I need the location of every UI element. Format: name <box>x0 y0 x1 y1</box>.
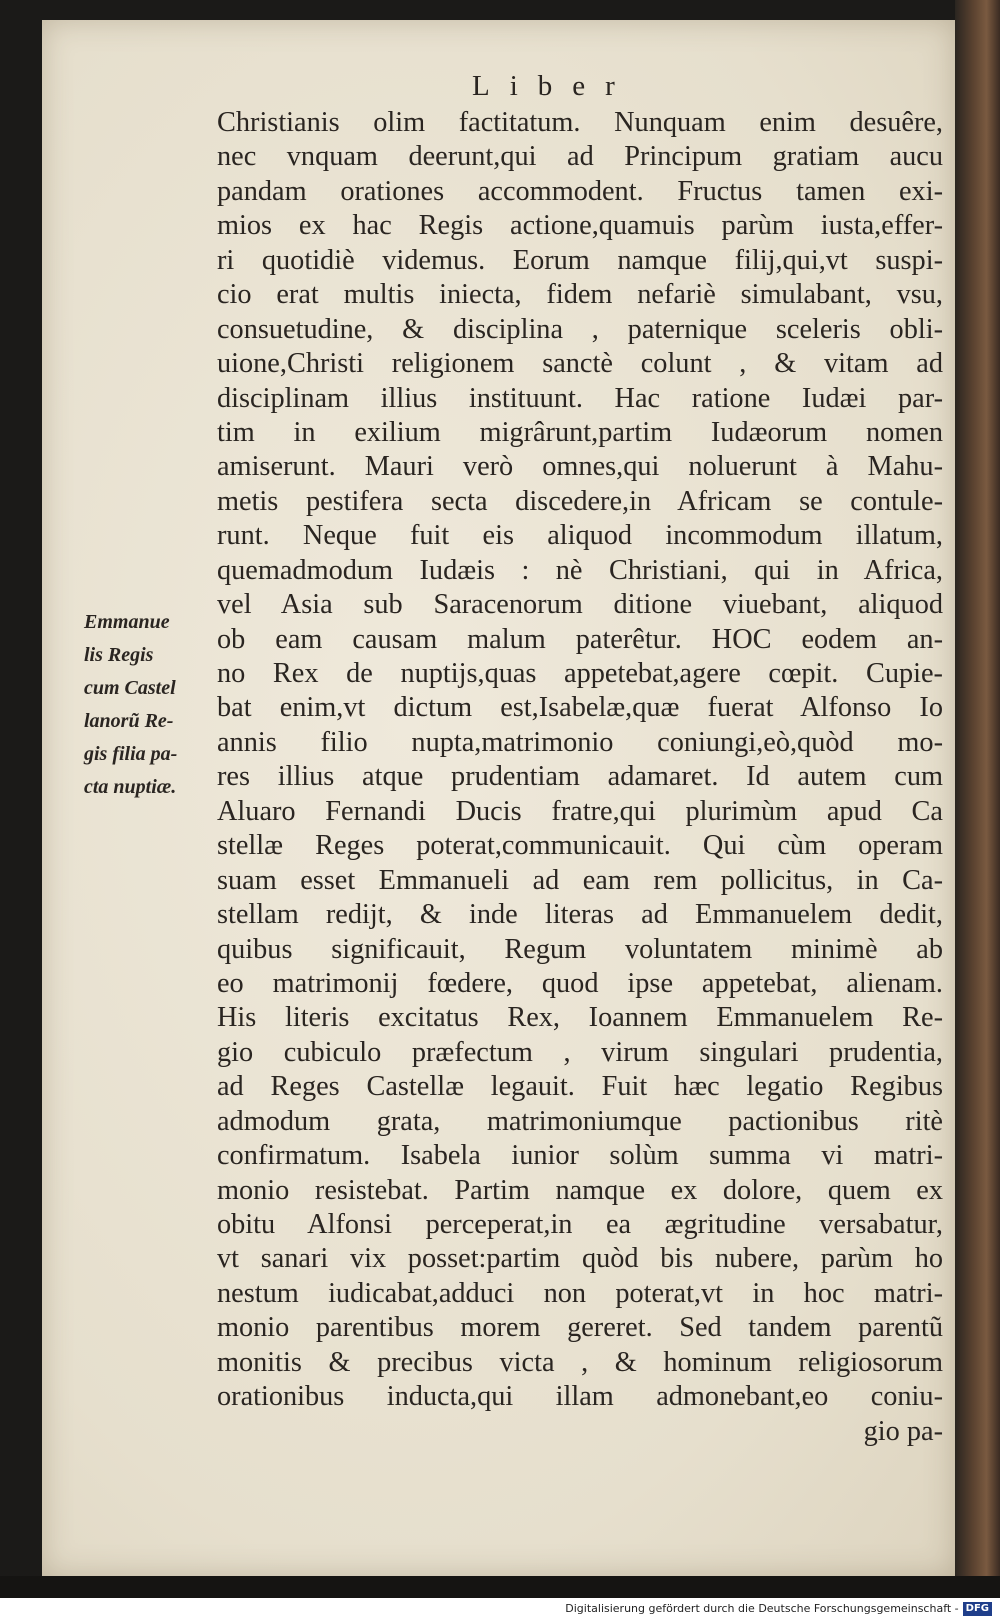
text-line: uione,Christi religionem sanctè colunt , & vitam ad <box>217 348 943 380</box>
marginal-line: cta nuptiæ. <box>84 776 177 798</box>
text-line: pandam orationes accommodent. Fructus tamen exi- <box>217 175 943 207</box>
text-line: cio erat multis iniecta, fidem nefariè simulabant, vsu, <box>217 279 943 311</box>
text-line: monitis & precibus victa , & hominum religiosorum <box>217 1346 943 1378</box>
scan-border <box>0 1576 1000 1598</box>
marginal-line: cum Castel <box>84 677 176 699</box>
text-line: mios ex hac Regis actione,quamuis parùm iusta,effer- <box>217 210 943 242</box>
marginal-line: Emmanue <box>84 611 170 633</box>
marginal-line: gis filia pa- <box>84 743 178 765</box>
text-line: gio pa- <box>863 1415 943 1447</box>
text-line: orationibus inducta,qui illam admonebant,eo coniu- <box>217 1381 943 1413</box>
digitization-credit <box>565 1600 992 1618</box>
text-line: nestum iudicabat,adduci non poterat,vt in hoc matri- <box>217 1277 943 1309</box>
text-line: eo matrimonij fœdere, quod ipse appetebat, alienam. <box>217 967 943 999</box>
marginal-line: lanorũ Re- <box>84 710 174 732</box>
text-line: stellæ Reges poterat,communicauit. Qui cùm operam <box>217 830 943 862</box>
text-line: nec vnquam deerunt,qui ad Principum gratiam aucu <box>217 141 943 173</box>
main-text <box>217 106 943 1449</box>
text-line: tim in exilium migrârunt,partim Iudæorum nomen <box>217 416 943 448</box>
text-line: ob eam causam malum paterêtur. HOC eodem an- <box>217 623 943 655</box>
dfg-logo: DFG <box>963 1602 992 1616</box>
text-line: confirmatum. Isabela iunior solùm summa vi matri- <box>217 1140 943 1172</box>
text-line: Aluaro Fernandi Ducis fratre,qui plurimùm apud Ca <box>217 795 943 827</box>
text-line: ad Reges Castellæ legauit. Fuit hæc legatio Regibus <box>217 1071 943 1103</box>
book-edge <box>955 0 1000 1590</box>
text-line: monio parentibus morem gereret. Sed tandem parentũ <box>217 1312 943 1344</box>
credit-text: Digitalisierung gefördert durch die Deutsche Forschungsgemeinschaft - <box>565 1602 959 1615</box>
text-line: suam esset Emmanueli ad eam rem pollicitus, in Ca- <box>217 864 943 896</box>
text-line: metis pestifera secta discedere,in Africam se contule- <box>217 485 943 517</box>
text-line: ri quotidiè videmus. Eorum namque filij,qui,vt suspi- <box>217 244 943 276</box>
text-line: obitu Alfonsi perceperat,in ea ægritudine versabatur, <box>217 1209 943 1240</box>
text-line: annis filio nupta,matrimonio coniungi,eò,quòd mo- <box>217 726 943 758</box>
text-line: res illius atque prudentiam adamaret. Id autem cum <box>217 761 943 793</box>
text-line: vel Asia sub Saracenorum ditione viuebant, aliquod <box>217 589 943 621</box>
text-line: quemadmodum Iudæis : nè Christiani, qui in Africa, <box>217 554 943 586</box>
text-line: His literis excitatus Rex, Ioannem Emmanuelem Re- <box>217 1002 943 1034</box>
running-head: Liber <box>472 70 635 102</box>
text-line: Christianis olim factitatum. Nunquam enim desuêre, <box>217 107 943 138</box>
text-line: admodum grata, matrimoniumque pactionibus ritè <box>217 1105 943 1137</box>
text-line: stellam redijt, & inde literas ad Emmanuelem dedit, <box>217 899 943 931</box>
marginal-line: lis Regis <box>84 644 154 666</box>
text-line: bat enim,vt dictum est,Isabelæ,quæ fuerat Alfonso Io <box>217 692 943 724</box>
text-line: vt sanari vix posset:partim quòd bis nubere, parùm ho <box>217 1243 943 1275</box>
text-line: disciplinam illius instituunt. Hac ratione Iudæi par- <box>217 382 943 414</box>
text-line: amiserunt. Mauri verò omnes,qui noluerunt à Mahu- <box>217 451 943 483</box>
text-line: consuetudine, & disciplina , paternique sceleris obli- <box>217 313 943 345</box>
text-line: gio cubiculo præfectum , virum singulari prudentia, <box>217 1036 943 1068</box>
text-line: quibus significauit, Regum voluntatem minimè ab <box>217 933 943 965</box>
text-line: monio resistebat. Partim namque ex dolore, quem ex <box>217 1174 943 1206</box>
text-line: no Rex de nuptijs,quas appetebat,agere cœpit. Cupie- <box>217 658 943 689</box>
marginal-note <box>84 606 206 804</box>
text-line: runt. Neque fuit eis aliquod incommodum illatum, <box>217 520 943 552</box>
